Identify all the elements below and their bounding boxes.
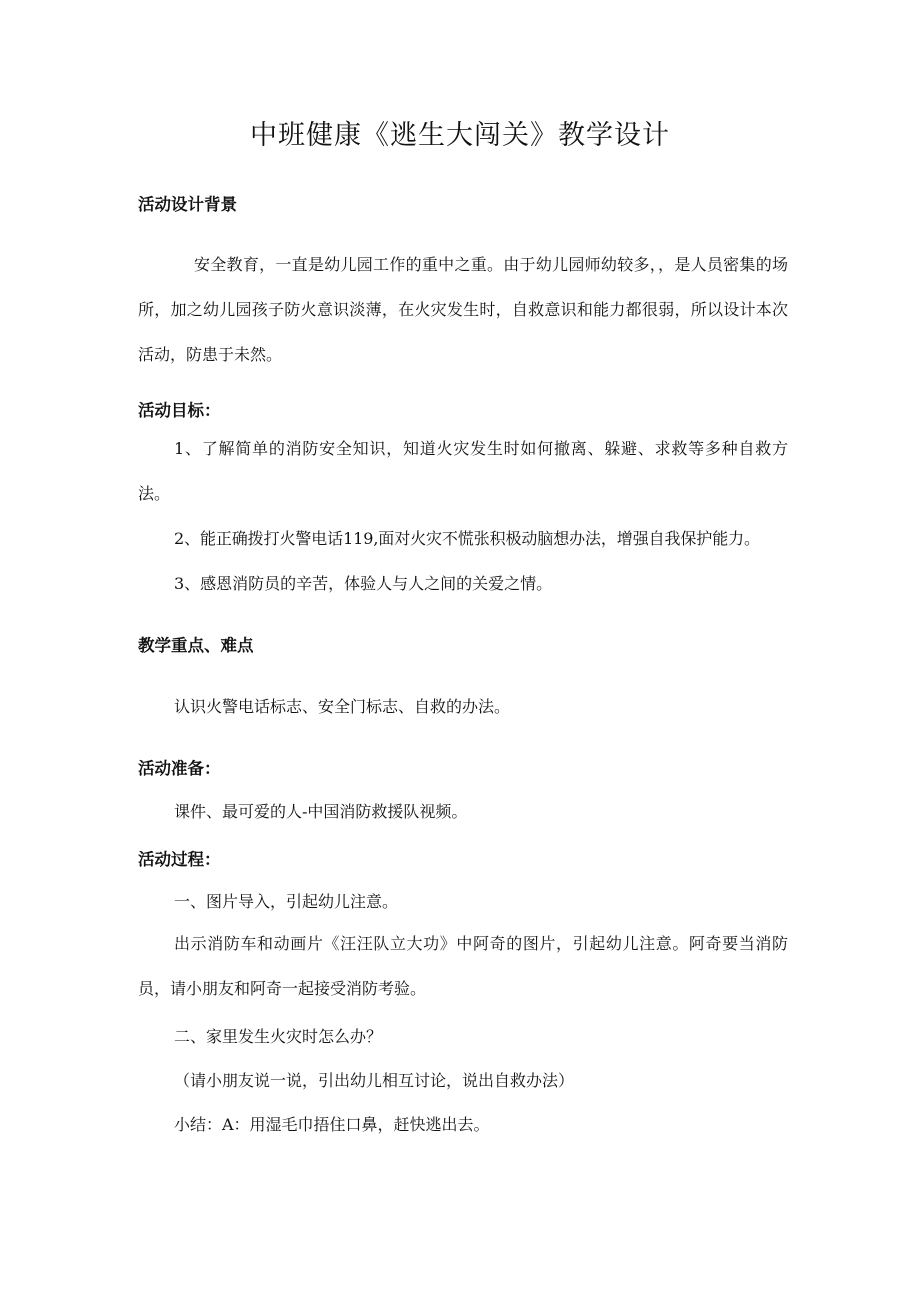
document-title: 中班健康《逃生大闯关》教学设计 xyxy=(250,120,670,151)
preparation-text: 课件、最可爱的人-中国消防救援队视频。 xyxy=(174,802,468,821)
key-points-text: 认识火警电话标志、安全门标志、自救的办法。 xyxy=(174,697,511,716)
section-heading-key-points: 教学重点、难点 xyxy=(138,636,254,655)
section-heading-goals: 活动目标： xyxy=(138,401,221,420)
process-step-2: 二、家里发生火灾时怎么办？ xyxy=(174,1027,383,1046)
section-heading-preparation: 活动准备： xyxy=(138,759,221,778)
goal-item-1: 1、了解简单的消防安全知识，知道火灾发生时如何撤离、躲避、求救等多种自救方法。 xyxy=(138,439,788,503)
background-paragraph: 安全教育，一直是幼儿园工作的重中之重。由于幼儿园师幼较多，，是人员密集的场所，加之幼儿园孩子防火意识淡薄，在火灾发生时，自救意识和能力都很弱，所以设计本次活动，防患于未然。 xyxy=(138,255,788,364)
goal-item-2: 2、能正确拨打火警电话119,面对火灾不慌张积极动脑想办法，增强自我保护能力。 xyxy=(174,529,760,548)
process-step-1-text: 出示消防车和动画片《汪汪队立大功》中阿奇的图片，引起幼儿注意。阿奇要当消防员，请小朋友和阿奇一起接受消防考验。 xyxy=(138,934,788,998)
goal-item-3: 3、感恩消防员的辛苦，体验人与人之间的关爱之情。 xyxy=(174,574,553,593)
process-summary: 小结：A：用湿毛巾捂住口鼻，赶快逃出去。 xyxy=(174,1115,490,1134)
section-heading-background: 活动设计背景 xyxy=(138,195,237,214)
section-heading-process: 活动过程： xyxy=(138,850,221,869)
process-step-2-prompt: （请小朋友说一说，引出幼儿相互讨论，说出自救办法） xyxy=(174,1071,575,1090)
process-step-1: 一、图片导入，引起幼儿注意。 xyxy=(174,892,399,911)
